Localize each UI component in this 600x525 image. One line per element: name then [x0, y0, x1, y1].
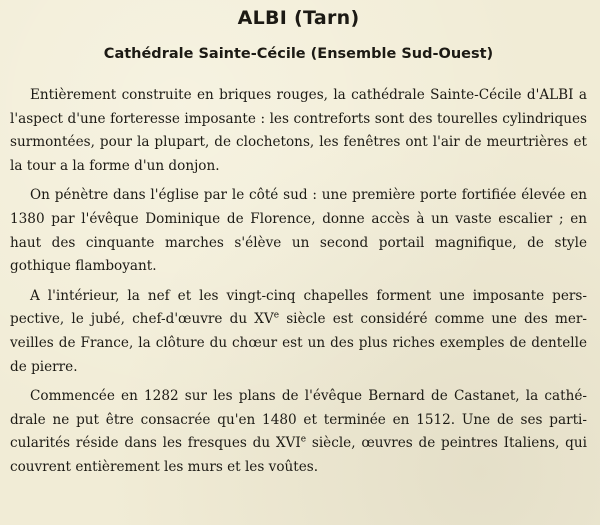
paragraph-4	[10, 385, 587, 479]
page-title: ALBI (Tarn)	[237, 7, 360, 29]
century-superscript: e	[273, 310, 280, 321]
paragraph-3-part-1: A l'intérieur, la nef et les vingt-cinq chapelles forment une imposante perspective, le jubé, chef-d'œuvre du XV	[10, 287, 587, 328]
paragraph-1: Entièrement construite en briques rouges, la cathédrale Sainte-Cécile d'ALBI a l'aspect d'une forteresse imposante : les contreforts sont des tourelles cylindriques surmontées, pour la plupart, de clochetons, les fenêtres ont l'air de meurtrières et la tour a la forme d'un donjon.	[10, 87, 587, 174]
paragraph-4-part-2: siècle, œuvres de peintres Italiens, qui couvrent entièrement les murs et les voûtes.	[10, 435, 587, 475]
paragraph-3-part-2: siècle est considéré comme une des merveilles de France, la clôture du chœur est un des plus riches exemples de dentelle de pierre.	[10, 311, 587, 375]
paragraph-4-part-1: Commencée en 1282 sur les plans de l'évêque Bernard de Castanet, la cathédrale ne put être consacrée qu'en 1480 et terminée en 1512. Une de ses particularités réside dans les fresques du XVI	[10, 388, 587, 452]
paragraph-3	[10, 285, 587, 379]
century-superscript: e	[300, 434, 307, 445]
page-subtitle: Cathédrale Sainte-Cécile (Ensemble Sud-Ouest)	[103, 46, 494, 62]
paragraph-2: On pénètre dans l'église par le côté sud : une première porte fortifiée élevée en 1380 par l'évêque Dominique de Florence, donne accès à un vaste escalier ; en haut des cinquante marches s'élève un second portail magnifique, de style gothique flamboyant.	[10, 187, 587, 275]
